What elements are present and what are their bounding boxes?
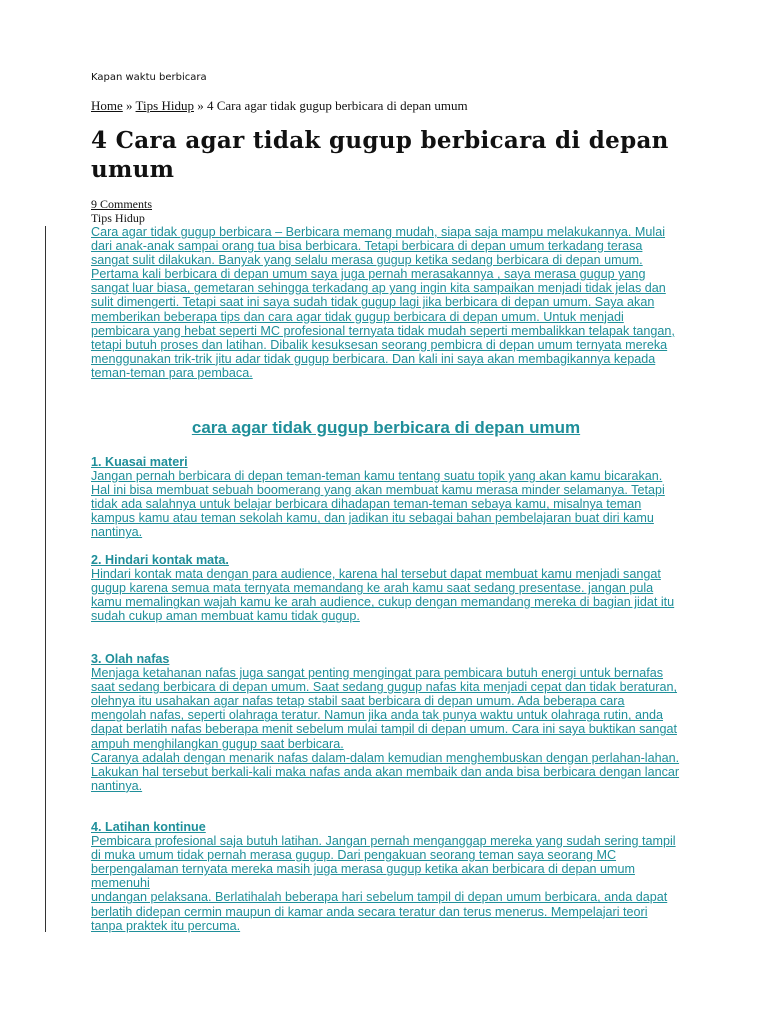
tip-heading[interactable]: 1. Kuasai materi <box>91 455 188 469</box>
tip-heading[interactable]: 4. Latihan kontinue <box>91 820 206 834</box>
tip-text-continued[interactable]: undangan pelaksana. Berlatihalah beberapa hari sebelum tampil di depan umum berbicara, anda dapat berlatih didepan cermin maupun di kamar anda secara teratur dan terus menerus. Mempelajari teori tanpa praktek itu percuma. <box>91 890 668 933</box>
tip-section-4 <box>91 820 681 933</box>
tip-heading[interactable]: 3. Olah nafas <box>91 652 170 666</box>
article-title: 4 Cara agar tidak gugup berbicara di depan umum <box>91 127 669 183</box>
tip-text[interactable]: Hindari kontak mata dengan para audience, karena hal tersebut dapat membuat kamu menjadi sangat gugup karena semua mata ternyata memandang ke arah kamu saat sedang presentase. jangan pula kamu memalingkan wajah kamu ke arah audience, cukup dengan memandang mereka di bagian jidat itu sudah cukup aman membuat kamu tidak gugup. <box>91 567 675 624</box>
document-header: Kapan waktu berbicara <box>91 72 207 83</box>
tip-heading[interactable]: 2. Hindari kontak mata. <box>91 553 229 567</box>
breadcrumb-current: 4 Cara agar tidak gugup berbicara di depan umum <box>206 98 468 113</box>
breadcrumb <box>91 98 468 114</box>
tip-text[interactable]: Menjaga ketahanan nafas juga sangat penting mengingat para pembicara butuh energi untuk bernafas saat sedang berbicara di depan umum. Saat sedang gugup nafas kita menjadi cepat dan tidak beraturan, olehnya itu usahakan agar nafas tetap stabil saat berbicara di depan umum. Ada beberapa cara mengolah nafas, seperti olahraga teratur. Namun jika anda tak punya waktu untuk olahraga rutin, anda dapat berlatih nafas beberapa menit sebelum mulai tampil di depan umum. Cara ini saya buktikan sangat ampuh menghilangkan gugup saat berbicara. <box>91 666 678 751</box>
tip-text-continued[interactable]: Caranya adalah dengan menarik nafas dalam-dalam kemudian menghembuskan dengan perlahan-lahan. Lakukan hal tersebut berkali-kali maka nafas anda akan membaik dan anda bisa berbicara dengan lancar nantinya. <box>91 750 680 793</box>
tip-text[interactable]: Pembicara profesional saja butuh latihan. Jangan pernah menganggap mereka yang sudah sering tampil di muka umum tidak pernah merasa gugup. Dari pengakuan seorang teman saya seorang MC berpengalaman ternyata mereka masih juga merasa gugup ketika akan berbicara di depan umum memenuhi <box>91 834 676 891</box>
category-label: Tips Hidup <box>91 211 145 225</box>
margin-change-bar <box>45 226 46 932</box>
article-subheading[interactable]: cara agar tidak gugup berbicara di depan umum <box>191 418 581 437</box>
article-intro[interactable]: Cara agar tidak gugup berbicara – Berbicara memang mudah, siapa saja mampu melakukannya. Mulai dari anak-anak sampai orang tua bisa berbicara. Tetapi berbicara di depan umum terkadang terasa sangat sulit dilakukan. Banyak yang selalu merasa gugup ketika sedang berbicara di depan umum. Pertama kali berbicara di depan umum saya juga pernah merasakannya , saya merasa gugup yang sangat luar biasa, gemetaran sehingga terkadang ap yang ingin kita sampaikan menjadi tidak jelas dan sulit dimengerti. Tetapi saat ini saya sudah tidak gugup lagi jika berbicara di depan umum. Saya akan memberikan beberapa tips dan cara agar tidak gugup berbicara di depan umum. Untuk menjadi pembicara yang hebat seperti MC profesional ternyata tidak mudah seperti membalikkan telapak tangan, tetapi butuh proses dan latihan. Dibalik kesuksesan seorang pembicra di depan umum ternyata mereka menggunakan trik-trik jitu adar tidak gugup berbicara. Dan kali ini saya akan membagikannya kepada teman-teman para pembaca. <box>91 225 675 380</box>
breadcrumb-separator: » <box>122 98 136 113</box>
article-meta <box>91 197 152 225</box>
tip-text[interactable]: Jangan pernah berbicara di depan teman-teman kamu tentang suatu topik yang akan kamu bicarakan. Hal ini bisa membuat sebuah boomerang yang akan membuat kamu merasa minder selamanya. Tetapi tidak ada salahnya untuk belajar berbicara dihadapan teman-teman sebaya kamu, misalnya teman kampus kamu atau teman sekolah kamu, dan jadikan itu sebagai bahan pembelajaran buat diri kamu nantinya. <box>91 469 665 540</box>
breadcrumb-home-link[interactable]: Home <box>91 98 123 113</box>
comments-link[interactable]: 9 Comments <box>91 197 153 211</box>
tip-section-1 <box>91 455 681 540</box>
tip-section-3 <box>91 652 681 793</box>
tip-section-2 <box>91 553 681 623</box>
breadcrumb-category-link[interactable]: Tips Hidup <box>135 98 194 113</box>
breadcrumb-separator: » <box>193 98 207 113</box>
